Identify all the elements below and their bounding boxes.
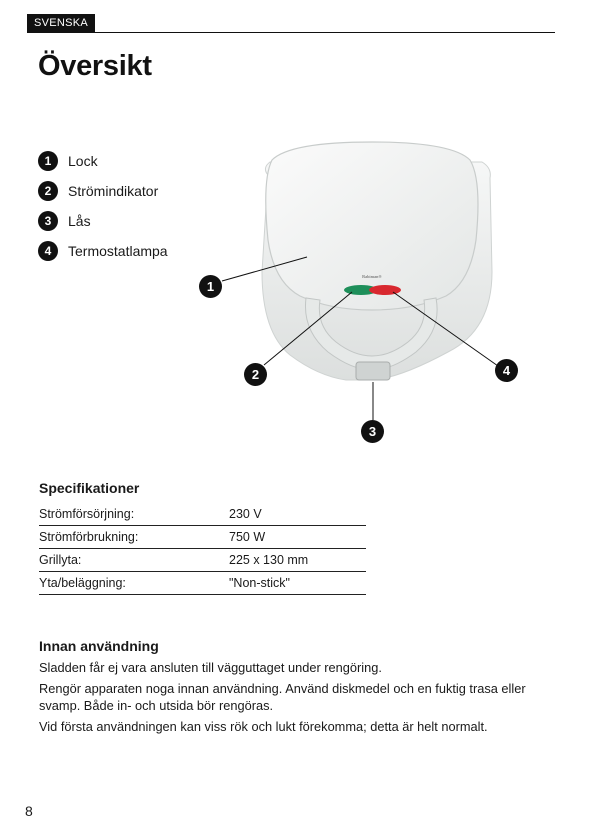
page-number: 8	[25, 803, 33, 819]
before-use-body	[39, 659, 559, 739]
legend-label: Strömindikator	[68, 183, 159, 199]
thermostat-lamp-icon	[369, 285, 401, 295]
spec-label: Grillyta:	[39, 549, 229, 572]
table-row	[39, 549, 366, 572]
paragraph: Rengör apparaten noga innan användning. Använd diskmedel och en fuktig trasa eller svamp. Både in- och utsida bör rengöras.	[39, 681, 526, 713]
spec-label: Strömförsörjning:	[39, 503, 229, 526]
callout-4: 4	[495, 359, 518, 382]
callout-3: 3	[361, 420, 384, 443]
brand-logo: Rabiman®	[362, 274, 382, 279]
callout-1: 1	[199, 275, 222, 298]
legend-label: Termostatlampa	[68, 243, 168, 259]
spec-label: Yta/beläggning:	[39, 572, 229, 595]
legend-label: Lock	[68, 153, 98, 169]
specifications-heading: Specifikationer	[39, 480, 140, 496]
callout-2: 2	[244, 363, 267, 386]
legend-number: 2	[38, 181, 58, 201]
before-use-heading: Innan användning	[39, 638, 159, 654]
paragraph: Vid första användningen kan viss rök och lukt förekomma; detta är helt normalt.	[39, 719, 488, 734]
table-row	[39, 526, 366, 549]
page-title: Översikt	[38, 50, 152, 82]
table-row	[39, 503, 366, 526]
spec-label: Strömförbrukning:	[39, 526, 229, 549]
spec-value: 225 x 130 mm	[229, 549, 366, 572]
legend-number: 1	[38, 151, 58, 171]
spec-value: 750 W	[229, 526, 366, 549]
language-tab: SVENSKA	[27, 14, 95, 33]
latch-icon	[356, 362, 390, 380]
appliance-lid	[266, 142, 478, 310]
spec-value: 230 V	[229, 503, 366, 526]
table-row	[39, 572, 366, 595]
specifications-table	[39, 503, 366, 595]
spec-value: "Non-stick"	[229, 572, 366, 595]
legend-number: 3	[38, 211, 58, 231]
legend-number: 4	[38, 241, 58, 261]
paragraph: Sladden får ej vara ansluten till vägguttaget under rengöring.	[39, 660, 382, 675]
legend-label: Lås	[68, 213, 91, 229]
